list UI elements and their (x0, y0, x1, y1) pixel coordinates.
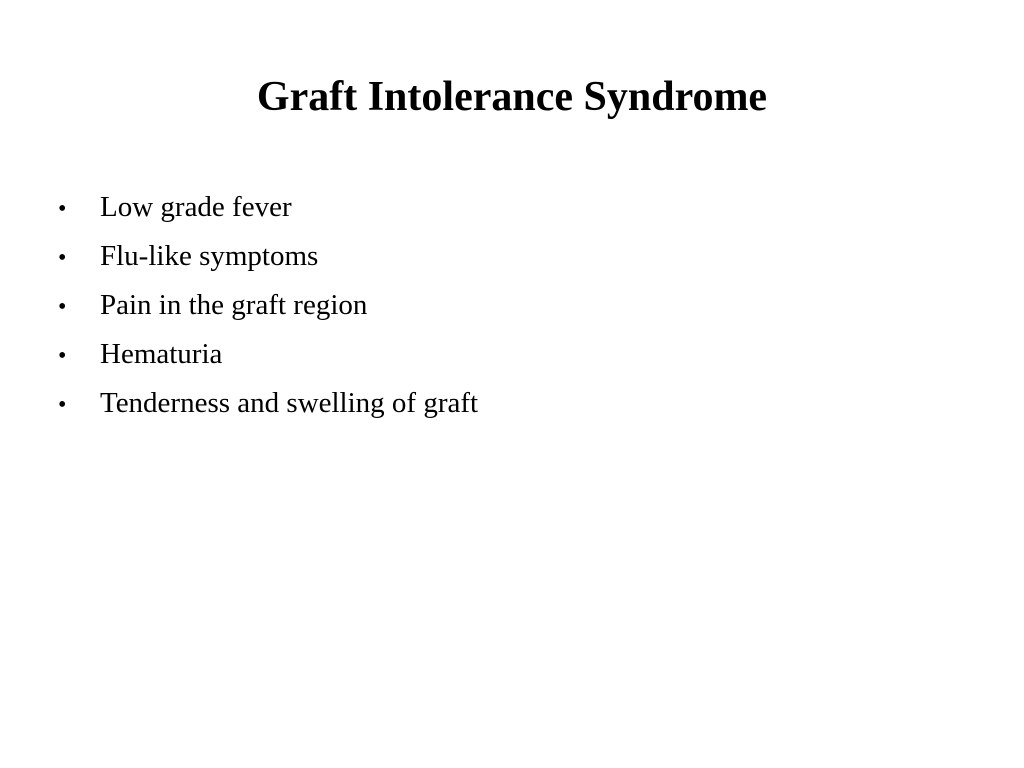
bullet-item (58, 333, 958, 382)
bullet-item (58, 186, 958, 235)
slide-title: Graft Intolerance Syndrome (256, 74, 768, 120)
bullet-item (58, 284, 958, 333)
bullet-item (58, 235, 958, 284)
bullet-icon: • (58, 245, 67, 271)
bullet-text: Flu-like symptoms (100, 240, 319, 272)
bullet-icon: • (58, 392, 67, 418)
bullet-text: Low grade fever (100, 191, 292, 223)
bullet-icon: • (58, 196, 67, 222)
bullet-item (58, 382, 958, 431)
bullet-text: Tenderness and swelling of graft (100, 387, 479, 419)
bullet-text: Hematuria (100, 338, 223, 370)
bullet-list (58, 186, 958, 431)
bullet-icon: • (58, 294, 67, 320)
bullet-icon: • (58, 343, 67, 369)
bullet-text: Pain in the graft region (100, 289, 368, 321)
